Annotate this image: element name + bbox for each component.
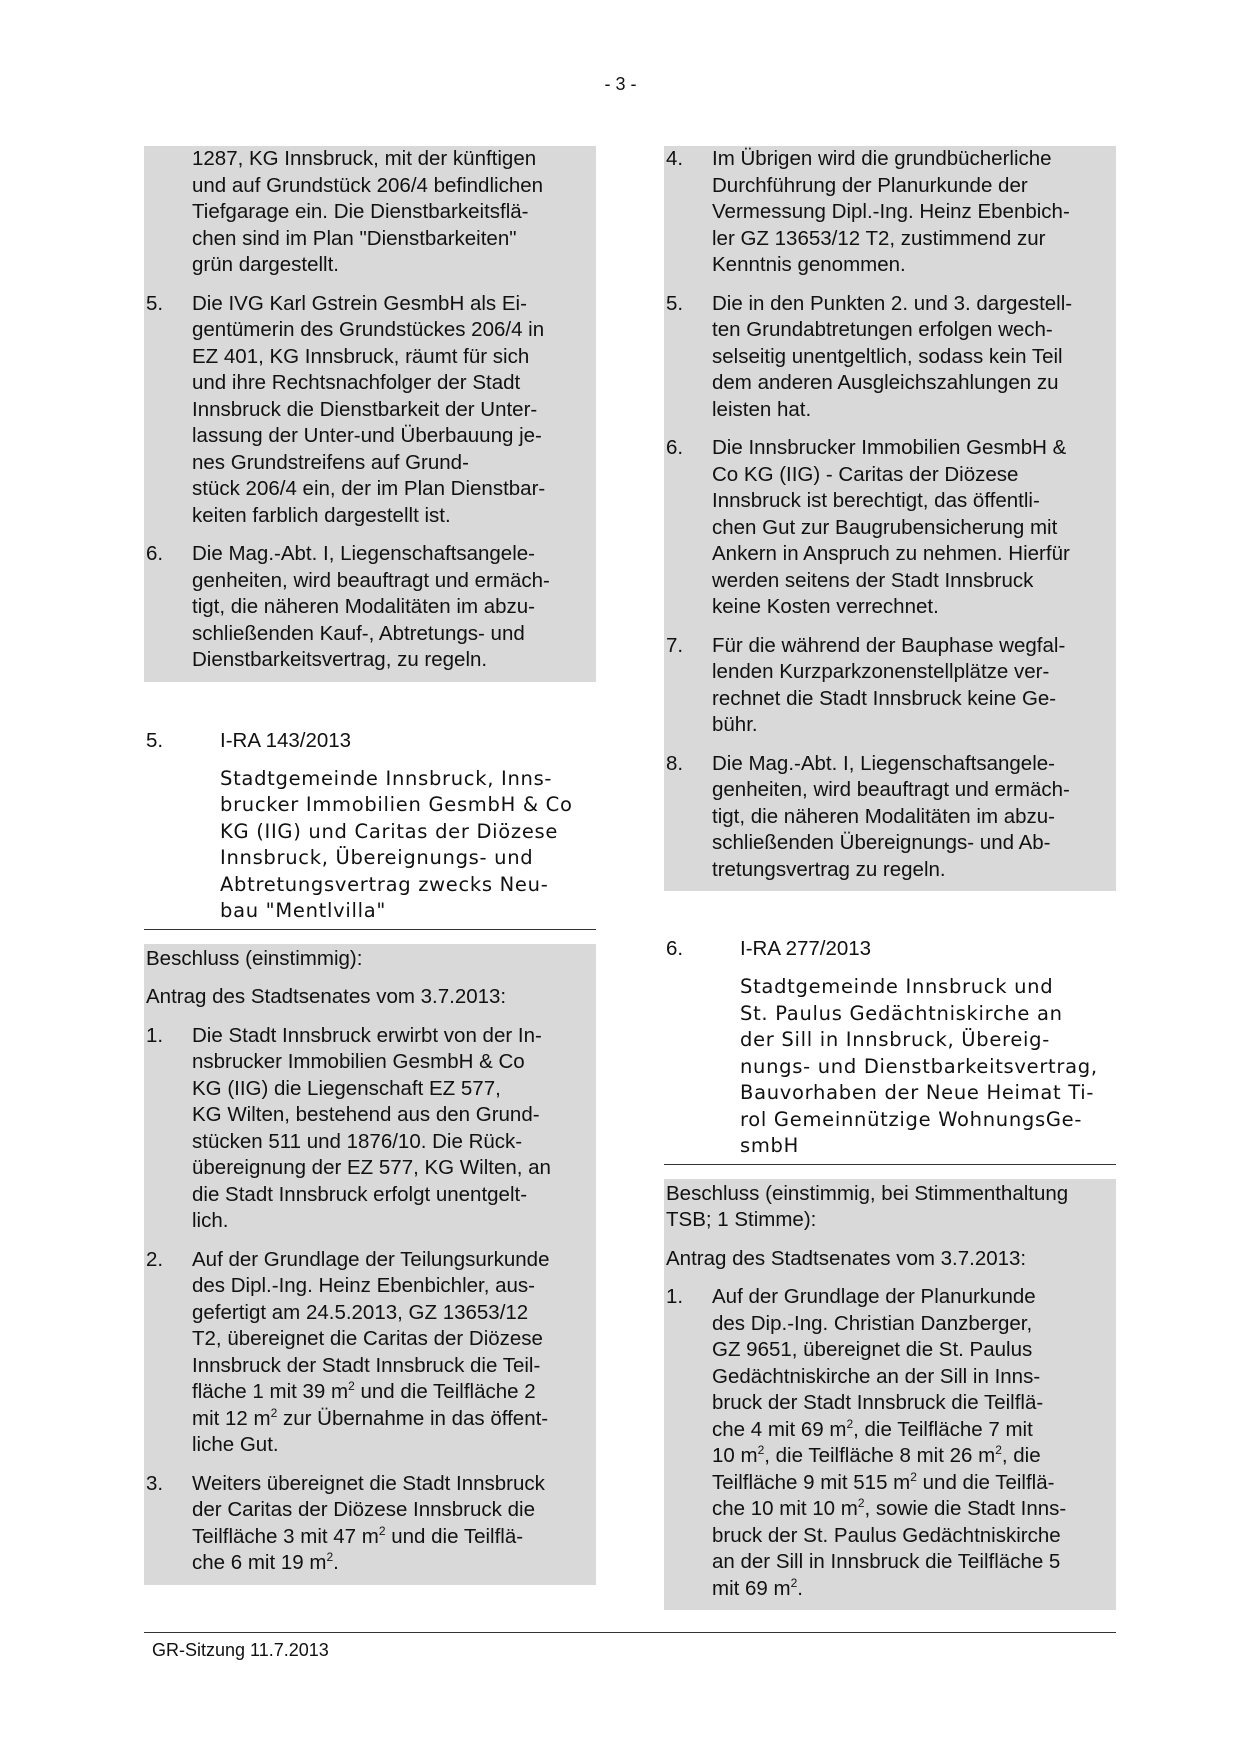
text-line: Vermessung Dipl.-Ing. Heinz Ebenbich- [712, 200, 1070, 223]
right-column [664, 146, 1116, 1610]
list-item [664, 291, 1116, 424]
text-line: bühr. [712, 713, 758, 736]
text-line: tigt, die näheren Modalitäten im abzu- [192, 595, 536, 618]
text-line: des Dipl.-Ing. Heinz Ebenbichler, aus- [192, 1274, 535, 1297]
list-item [664, 751, 1116, 884]
text-line: leisten hat. [712, 397, 812, 421]
footer-divider [144, 1632, 1116, 1633]
text-line: nes Grundstreifens auf Grund- [192, 450, 469, 474]
section-title: Stadtgemeinde Innsbruck, Inns- brucker Immobilien GesmbH & Co KG (IIG) und Caritas der Diözese Innsbruck, Übereignungs- und Abtretungsvertrag zwecks Neu- bau "Mentlvilla" [220, 766, 573, 922]
section-heading [144, 727, 596, 754]
item-number: 3. [146, 1471, 164, 1495]
item-number: 1. [666, 1285, 684, 1308]
list-item [144, 291, 596, 530]
text-line: der Caritas der Diözese Innsbruck die [192, 1498, 535, 1521]
text-line: mit 69 $m^2$. [712, 1575, 803, 1600]
right-shaded-block-1 [664, 146, 1116, 891]
text-line: nsbrucker Immobilien GesmbH & Co [192, 1050, 525, 1073]
text-line: Teilfläche 3 mit 47 $m^2$ und die Teilflä- [192, 1523, 524, 1548]
text-line: lich. [192, 1209, 229, 1232]
text-line: stücken 511 und 1876/10. Die Rück- [192, 1129, 523, 1153]
text-line: T2, übereignet die Caritas der Diözese [192, 1327, 543, 1350]
item-number: 1. [146, 1023, 164, 1047]
text-line: Auf der Grundlage der Teilungsurkunde [192, 1247, 550, 1271]
right-shaded-block-2 [664, 1179, 1116, 1611]
text-line: lenden Kurzparkzonenstellplätze ver- [712, 660, 1050, 683]
section-reference: I-RA 143/2013 [220, 728, 352, 752]
text-line: ler GZ 13653/12 T2, zustimmend zur [712, 226, 1046, 250]
text-line: EZ 401, KG Innsbruck, räumt für sich [192, 344, 530, 368]
text-line: KG (IIG) die Liegenschaft EZ 577, [192, 1076, 501, 1100]
text-line: genheiten, wird beauftragt und ermäch- [192, 568, 550, 592]
item-number: 5. [666, 291, 684, 315]
item-number: 4. [666, 147, 684, 170]
section-heading [664, 935, 1116, 962]
page-number: - 3 - [604, 74, 637, 94]
item-number: 5. [146, 291, 164, 315]
text-line: che 6 mit 19 $m^2$. [192, 1550, 339, 1574]
list-item [664, 146, 1116, 279]
text-line: che 10 mit 10 $m^2$, sowie die Stadt Inns- [712, 1496, 1067, 1520]
list-item [144, 1023, 596, 1235]
list-item [144, 1471, 596, 1577]
text-line: gefertigt am 24.5.2013, GZ 13653/12 [192, 1300, 529, 1324]
text-line: grün dargestellt. [192, 253, 340, 276]
text-line: ten Grundabtretungen erfolgen wech- [712, 318, 1053, 341]
text-line: Im Übrigen wird die grundbücherliche [712, 147, 1052, 170]
list-item [144, 146, 596, 279]
text-line: dem anderen Ausgleichszahlungen zu [712, 371, 1059, 394]
text-line: keine Kosten verrechnet. [712, 595, 939, 618]
text-line: bruck der Stadt Innsbruck die Teilflä- [712, 1391, 1044, 1414]
text-line: gentümerin des Grundstückes 206/4 in [192, 318, 545, 341]
text-line: an der Sill in Innsbruck die Teilfläche 5 [712, 1550, 1061, 1573]
section-divider [664, 1164, 1116, 1165]
text-line: Innsbruck die Dienstbarkeit der Unter- [192, 397, 538, 421]
text-line: genheiten, wird beauftragt und ermäch- [712, 778, 1070, 801]
text-line: und auf Grundstück 206/4 befindlichen [192, 173, 544, 197]
text-line: Gedächtniskirche an der Sill in Inns- [712, 1364, 1041, 1388]
resolution-label: Beschluss (einstimmig): [146, 946, 363, 970]
item-number: 6. [666, 436, 684, 459]
item-number: 8. [666, 751, 684, 775]
section-title: Stadtgemeinde Innsbruck und St. Paulus Gedächtniskirche an der Sill in Innsbruck, Übereig- nungs- und Dienstbarkeitsvertrag, Bauvorhaben der Neue Heimat Ti- rol Gemeinnützige WohnungsGe- smbH [740, 975, 1098, 1157]
text-line: Innsbruck der Stadt Innsbruck die Teil- [192, 1353, 541, 1377]
text-line: rechnet die Stadt Innsbruck keine Ge- [712, 686, 1057, 710]
section-reference: I-RA 277/2013 [740, 937, 872, 960]
text-line: chen Gut zur Baugrubensicherung mit [712, 515, 1058, 539]
text-line: schließenden Kauf-, Abtretungs- und [192, 621, 525, 645]
text-line: des Dip.-Ing. Christian Danzberger, [712, 1311, 1033, 1335]
left-column [144, 146, 596, 1585]
list-item [664, 1284, 1116, 1602]
text-line: Die Innsbrucker Immobilien GesmbH & [712, 436, 1067, 459]
footer-text: GR-Sitzung 11.7.2013 [152, 1640, 329, 1660]
text-line: Für die während der Bauphase wegfal- [712, 633, 1066, 657]
text-line: Innsbruck ist berechtigt, das öffentli- [712, 489, 1040, 512]
item-number: 7. [666, 633, 684, 657]
text-line: Co KG (IIG) - Caritas der Diözese [712, 462, 1019, 486]
text-line: GZ 9651, übereignet die St. Paulus [712, 1338, 1033, 1361]
section-number: 5. [146, 728, 164, 752]
text-line: und ihre Rechtsnachfolger der Stadt [192, 371, 521, 394]
text-line: Die in den Punkten 2. und 3. dargestell- [712, 291, 1073, 315]
text-line: keiten farblich dargestellt ist. [192, 503, 451, 527]
text-line: fläche 1 mit 39 $m^2$ und die Teilfläche 2 [192, 1379, 536, 1403]
text-line: Die IVG Karl Gstrein GesmbH als Ei- [192, 291, 527, 315]
text-line: Die Mag.-Abt. I, Liegenschaftsangele- [192, 542, 535, 565]
motion-label: Antrag des Stadtsenates vom 3.7.2013: [146, 985, 507, 1008]
text-line: liche Gut. [192, 1433, 279, 1456]
text-line: Kenntnis genommen. [712, 253, 906, 276]
text-line: 10 $m^2$, die Teilfläche 8 mit 26 $m^2$, die [712, 1443, 1041, 1467]
text-line: die Stadt Innsbruck erfolgt unentgelt- [192, 1182, 528, 1206]
text-line: Ankern in Anspruch zu nehmen. Hierfür [712, 542, 1070, 565]
list-item [664, 633, 1116, 739]
text-line: 1287, KG Innsbruck, mit der künftigen [192, 147, 537, 170]
text-line: selseitig unentgeltlich, sodass kein Teil [712, 344, 1063, 368]
text-line: bruck der St. Paulus Gedächtniskirche [712, 1523, 1061, 1547]
text-line: übereignung der EZ 577, KG Wilten, an [192, 1156, 551, 1179]
text-line: che 4 mit 69 $m^2$, die Teilfläche 7 mit [712, 1416, 1033, 1441]
text-line: Durchführung der Planurkunde der [712, 173, 1028, 197]
left-shaded-block-1 [144, 146, 596, 682]
text-line: chen sind im Plan "Dienstbarkeiten" [192, 226, 517, 250]
list-item [144, 541, 596, 674]
text-line: Tiefgarage ein. Die Dienstbarkeitsflä- [192, 200, 529, 223]
text-line: werden seitens der Stadt Innsbruck [712, 568, 1034, 592]
text-line: Die Mag.-Abt. I, Liegenschaftsangele- [712, 751, 1055, 775]
text-line: Dienstbarkeitsvertrag, zu regeln. [192, 648, 488, 671]
text-line: Weiters übereignet die Stadt Innsbruck [192, 1471, 545, 1495]
text-line: Die Stadt Innsbruck erwirbt von der In- [192, 1023, 542, 1047]
list-item [664, 435, 1116, 621]
list-item [144, 1247, 596, 1459]
item-number: 2. [146, 1247, 164, 1271]
left-shaded-block-2 [144, 944, 596, 1585]
text-line: mit 12 $m^2$ zur Übernahme in das öffent- [192, 1405, 549, 1430]
text-line: schließenden Übereignungs- und Ab- [712, 831, 1051, 854]
text-line: KG Wilten, bestehend aus den Grund- [192, 1103, 540, 1126]
item-number: 6. [146, 542, 164, 565]
text-line: tigt, die näheren Modalitäten im abzu- [712, 804, 1056, 828]
motion-label: Antrag des Stadtsenates vom 3.7.2013: [666, 1246, 1027, 1270]
section-divider [144, 929, 596, 930]
text-line: lassung der Unter-und Überbauung je- [192, 424, 542, 447]
text-line: Teilfläche 9 mit 515 $m^2$ und die Teilflä- [712, 1469, 1055, 1494]
resolution-label: Beschluss (einstimmig, bei Stimmenthaltung TSB; 1 Stimme): [666, 1181, 1069, 1231]
text-line: Auf der Grundlage der Planurkunde [712, 1285, 1036, 1308]
text-line: stück 206/4 ein, der im Plan Dienstbar- [192, 477, 546, 500]
section-number: 6. [666, 937, 684, 960]
text-line: tretungsvertrag zu regeln. [712, 857, 946, 881]
